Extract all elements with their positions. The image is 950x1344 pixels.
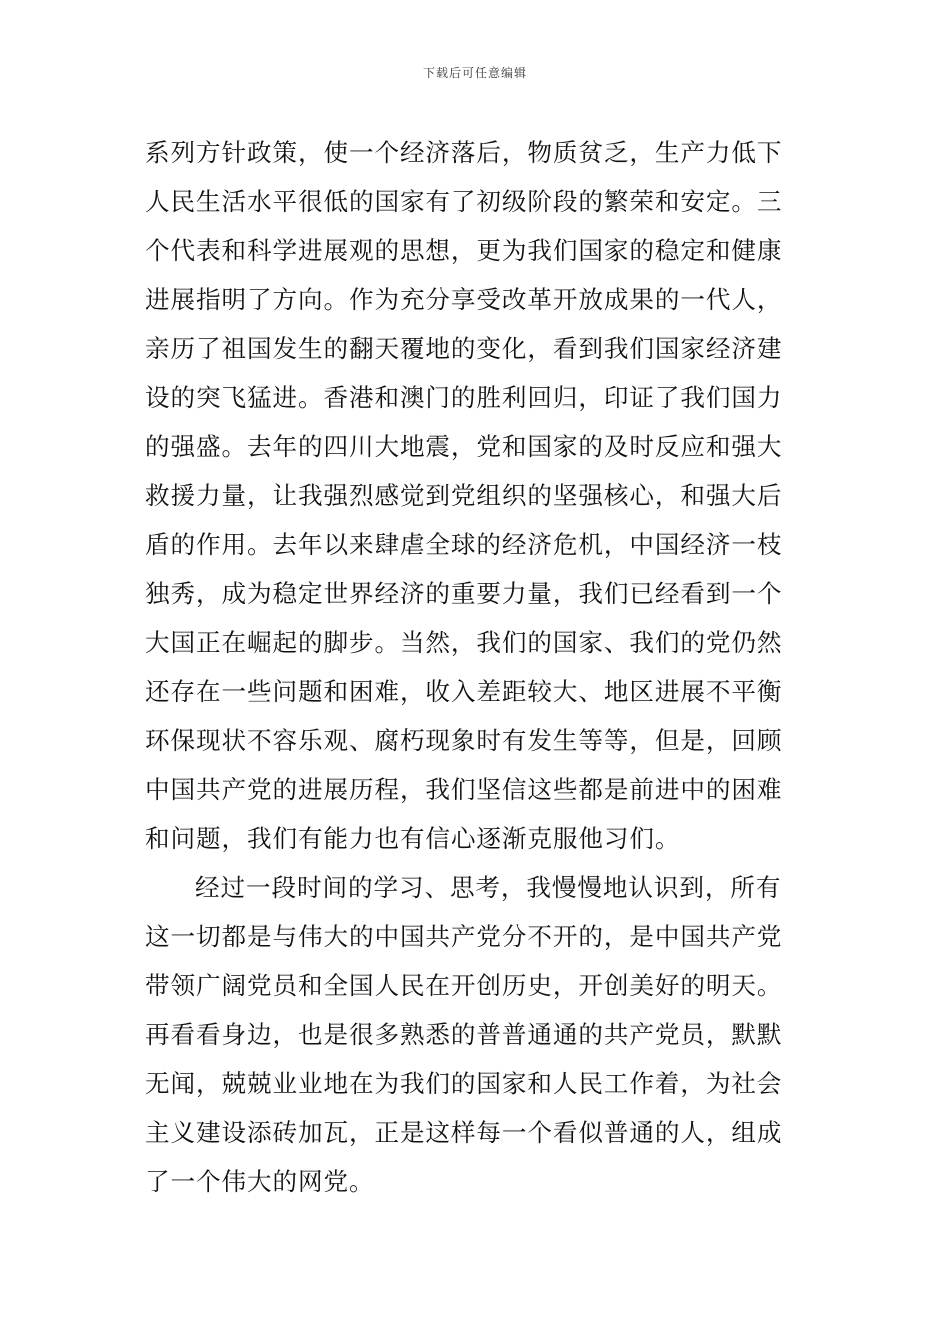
text-line: 系列方针政策，使一个经济落后，物质贫乏，生产力低下 — [145, 138, 783, 167]
text-line: 个代表和科学进展观的思想，更为我们国家的稳定和健康 — [145, 236, 783, 265]
text-line: 再看看身边，也是很多熟悉的普普通通的共产党员，默默 — [145, 1020, 783, 1049]
text-line: 无闻，兢兢业业地在为我们的国家和人民工作着，为社会 — [145, 1069, 783, 1098]
text-line: 进展指明了方向。作为充分享受改革开放成果的一代人， — [145, 285, 783, 314]
text-line: 设的突飞猛进。香港和澳门的胜利回归，印证了我们国力 — [145, 383, 783, 412]
text-line: 和问题，我们有能力也有信心逐渐克服他习们。 — [145, 824, 681, 853]
text-line: 经过一段时间的学习、思考，我慢慢地认识到，所有 — [195, 873, 782, 902]
text-line: 中国共产党的进展历程，我们坚信这些都是前进中的困难 — [145, 775, 783, 804]
paragraph-2 — [145, 863, 807, 1206]
text-line: 这一切都是与伟大的中国共产党分不开的，是中国共产党 — [145, 922, 783, 951]
text-line: 环保现状不容乐观、腐朽现象时有发生等等，但是，回顾 — [145, 726, 783, 755]
text-line: 亲历了祖国发生的翻天覆地的变化，看到我们国家经济建 — [145, 334, 783, 363]
text-line: 主义建设添砖加瓦，正是这样每一个看似普通的人，组成 — [145, 1118, 783, 1147]
text-line: 独秀，成为稳定世界经济的重要力量，我们已经看到一个 — [145, 579, 783, 608]
page-header: 下载后可任意编辑 — [422, 66, 527, 80]
text-line: 盾的作用。去年以来肆虐全球的经济危机，中国经济一枝 — [145, 530, 783, 559]
text-line: 救援力量，让我强烈感觉到党组织的坚强核心，和强大后 — [145, 481, 783, 510]
text-line: 的强盛。去年的四川大地震，党和国家的及时反应和强大 — [145, 432, 783, 461]
text-line: 带领广阔党员和全国人民在开创历史，开创美好的明天。 — [145, 971, 783, 1000]
text-line: 了一个伟大的网党。 — [145, 1167, 375, 1196]
text-line: 还存在一些问题和困难，收入差距较大、地区进展不平衡 — [145, 677, 783, 706]
text-line: 大国正在崛起的脚步。当然，我们的国家、我们的党仍然 — [145, 628, 783, 657]
text-line: 人民生活水平很低的国家有了初级阶段的繁荣和安定。三 — [145, 187, 783, 216]
body-text — [145, 128, 807, 1206]
paragraph-1 — [145, 128, 807, 863]
